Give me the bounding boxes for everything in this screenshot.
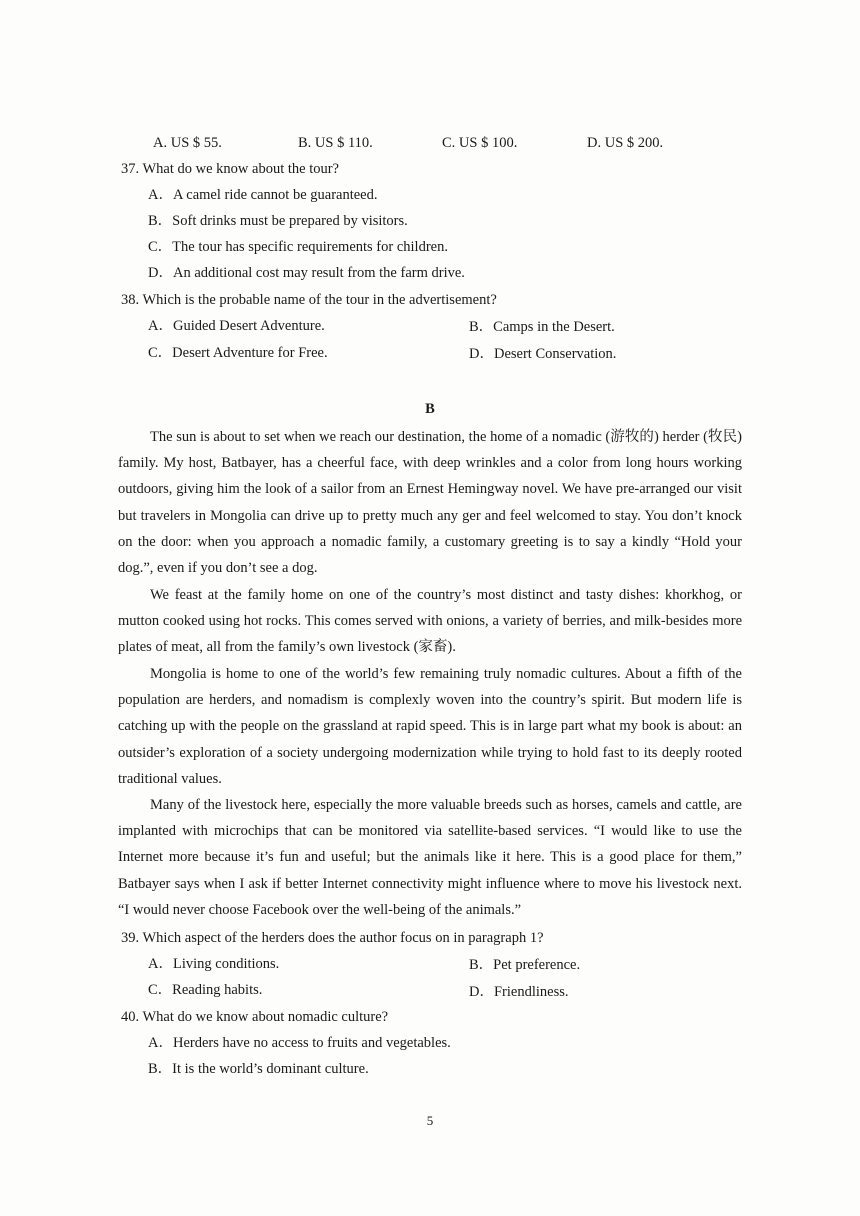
page-number: 5 (426, 1113, 434, 1128)
q38-option-c: C．Desert Adventure for Free. (148, 345, 328, 361)
q39-stem: 39. Which aspect of the herders does the author focus on in paragraph 1? (121, 930, 544, 946)
q36-option-c: C. US $ 100. (442, 135, 518, 151)
passage-paragraph-3: Mongolia is home to one of the world’s few remaining truly nomadic cultures. About a fifth of the population are herders, and nomadism is complexly woven into the country’s spirit. But modern life is catching up with the people on the grassland at rapid speed. This is in large part what my book is about: an outsider’s exploration of a society undergoing modernization while trying to hold fast to its deeply rooted traditional values. (118, 666, 742, 787)
q39-option-b: B．Pet preference. (469, 957, 581, 973)
q36-option-d: D. US $ 200. (587, 135, 664, 151)
q37-option-d: D．An additional cost may result from the farm drive. (148, 265, 465, 281)
q39-option-a: A．Living conditions. (148, 956, 280, 972)
q37-option-c: C．The tour has specific requirements for children. (148, 239, 448, 255)
q37-option-a: A．A camel ride cannot be guaranteed. (148, 187, 378, 203)
passage-paragraph-4: Many of the livestock here, especially the more valuable breeds such as horses, camels and cattle, are implanted with microchips that can be monitored via satellite-based services. “I would like to use the Internet more because it’s fun and useful; but the animals like it here. This is a good place for them,” Batbayer says when I ask if better Internet connectivity might influence where to move his livestock next. “I would never choose Facebook over the well-being of the animals.” (118, 797, 742, 918)
q40-option-a: A．Herders have no access to fruits and vegetables. (148, 1035, 451, 1051)
q39-option-d: D．Friendliness. (469, 984, 569, 1000)
q39-option-c: C．Reading habits. (148, 982, 263, 998)
q38-stem: 38. Which is the probable name of the tour in the advertisement? (121, 292, 497, 308)
q37-option-b: B．Soft drinks must be prepared by visitors. (148, 213, 408, 229)
q36-option-a: A. US $ 55. (153, 135, 222, 151)
q37-stem: 37. What do we know about the tour? (121, 161, 339, 177)
q38-option-d: D．Desert Conservation. (469, 346, 617, 362)
q36-option-b: B. US $ 110. (298, 135, 373, 151)
section-b-title: B (425, 401, 435, 417)
q38-option-a: A．Guided Desert Adventure. (148, 318, 325, 334)
passage-paragraph-2: We feast at the family home on one of the country’s most distinct and tasty dishes: khorkhog, or mutton cooked using hot rocks. This comes served with onions, a variety of berries, and milk-besides more plates of meat, all from the family’s own livestock (家畜). (118, 587, 742, 656)
q38-option-b: B．Camps in the Desert. (469, 319, 615, 335)
passage-paragraph-1: The sun is about to set when we reach our destination, the home of a nomadic (游牧的) herder (牧民) family. My host, Batbayer, has a cheerful face, with deep wrinkles and a color from long hours working outdoors, giving him the look of a sailor from an Ernest Hemingway novel. We have pre-arranged our visit but travelers in Mongolia can drive up to pretty much any ger and feel welcomed to stay. You don’t knock on the door: when you approach a nomadic family, a customary greeting is to say a kindly “Hold your dog.”, even if you don’t see a dog. (118, 429, 742, 577)
q40-option-b: B．It is the world’s dominant culture. (148, 1061, 369, 1077)
q40-stem: 40. What do we know about nomadic culture? (121, 1009, 389, 1025)
